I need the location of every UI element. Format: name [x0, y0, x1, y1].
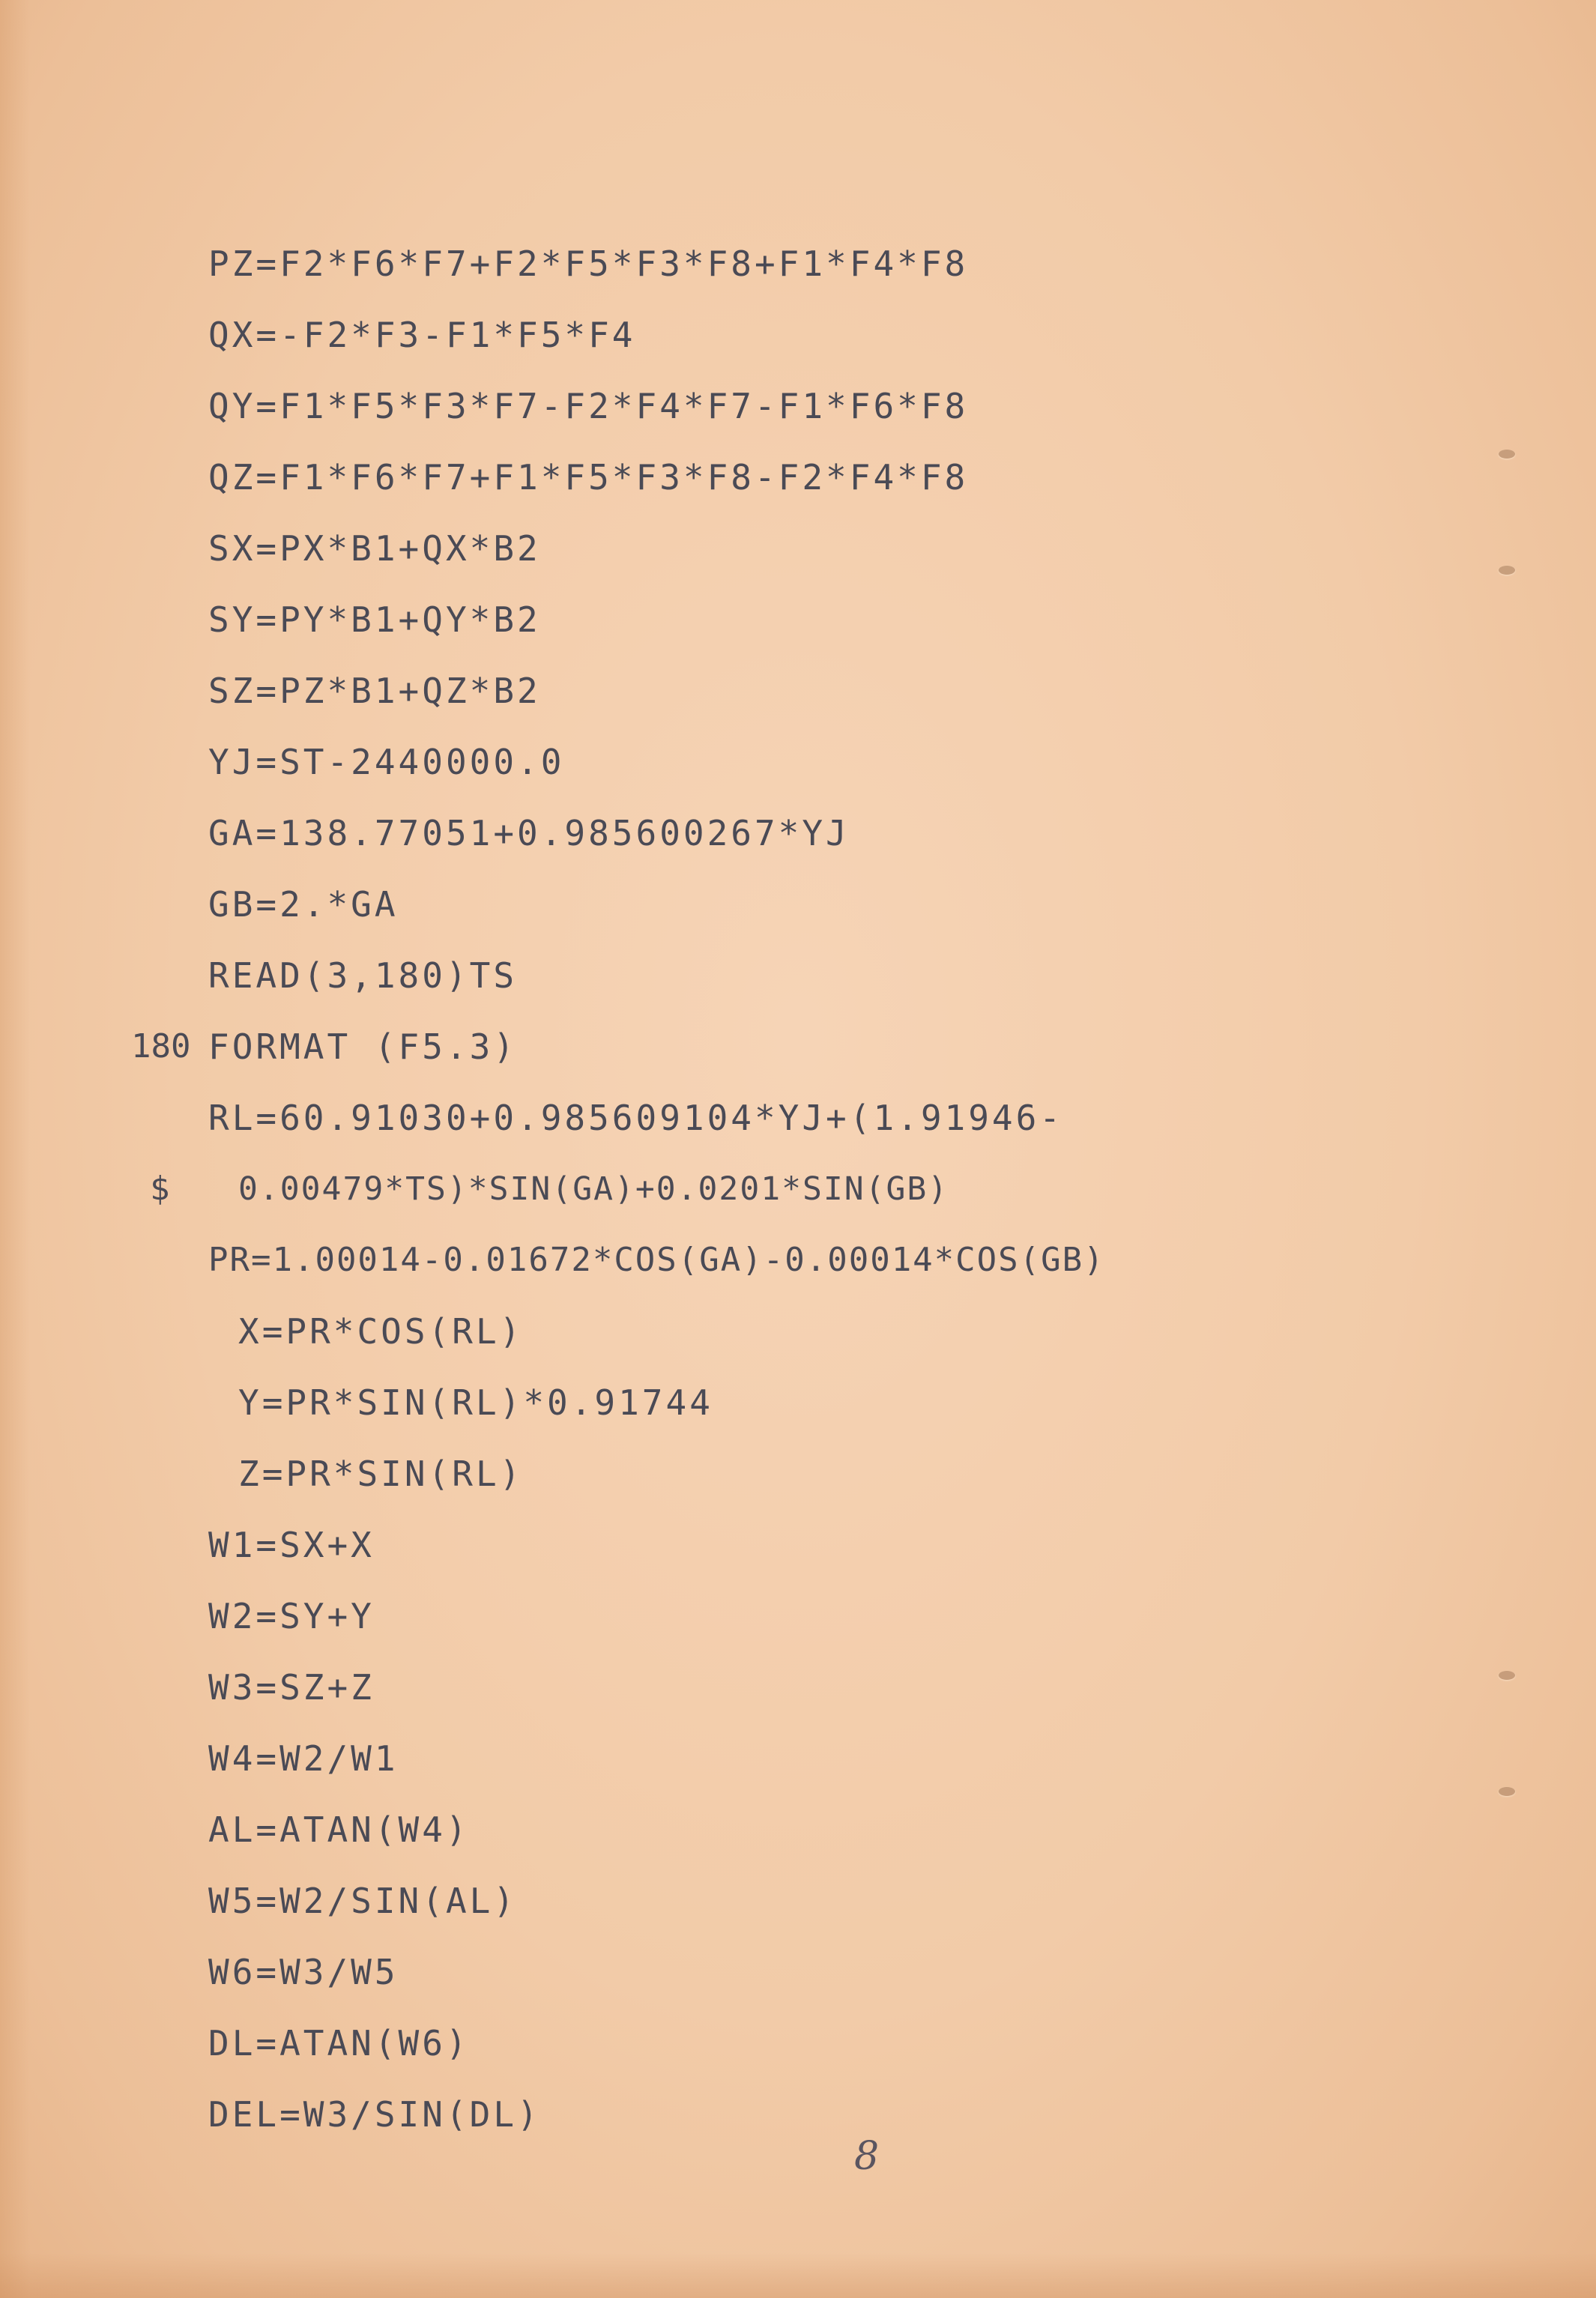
- page-bottom-shading: [0, 2253, 1596, 2298]
- page-edge-shading: [0, 0, 30, 2298]
- binder-hole-mark: [1499, 1787, 1515, 1796]
- code-line-rl-continued: 0.00479*TS)*SIN(GA)+0.0201*SIN(GB): [238, 1170, 949, 1208]
- code-line-qz: QZ=F1*F6*F7+F1*F5*F3*F8-F2*F4*F8: [208, 457, 969, 498]
- binder-hole-mark: [1499, 450, 1515, 459]
- code-line-w4: W4=W2/W1: [208, 1738, 399, 1779]
- code-line-dl: DL=ATAN(W6): [208, 2023, 470, 2063]
- code-line-w6: W6=W3/W5: [208, 1952, 399, 1992]
- code-line-al: AL=ATAN(W4): [208, 1809, 470, 1850]
- code-line-z: Z=PR*SIN(RL): [238, 1454, 524, 1494]
- code-line-gb: GB=2.*GA: [208, 884, 399, 925]
- code-line-del: DEL=W3/SIN(DL): [208, 2094, 541, 2135]
- code-line-yj: YJ=ST-2440000.0: [208, 742, 565, 782]
- continuation-mark: $: [150, 1170, 170, 1208]
- code-line-read: READ(3,180)TS: [208, 955, 518, 996]
- code-line-pr: PR=1.00014-0.01672*COS(GA)-0.00014*COS(GB): [208, 1241, 1105, 1279]
- code-line-y: Y=PR*SIN(RL)*0.91744: [238, 1382, 713, 1423]
- code-line-ga: GA=138.77051+0.985600267*YJ: [208, 813, 850, 853]
- code-line-qy: QY=F1*F5*F3*F7-F2*F4*F7-F1*F6*F8: [208, 386, 969, 426]
- code-line-w1: W1=SX+X: [208, 1525, 375, 1565]
- code-line-qx: QX=-F2*F3-F1*F5*F4: [208, 315, 636, 355]
- code-line-sy: SY=PY*B1+QY*B2: [208, 599, 541, 640]
- code-line-sz: SZ=PZ*B1+QZ*B2: [208, 671, 541, 711]
- code-line-sx: SX=PX*B1+QX*B2: [208, 528, 541, 569]
- code-line-pz: PZ=F2*F6*F7+F2*F5*F3*F8+F1*F4*F8: [208, 244, 969, 284]
- code-line-w5: W5=W2/SIN(AL): [208, 1881, 518, 1921]
- code-line-w2: W2=SY+Y: [208, 1596, 375, 1636]
- code-line-rl: RL=60.91030+0.985609104*YJ+(1.91946-: [208, 1098, 1063, 1138]
- code-line-format: FORMAT (F5.3): [208, 1026, 518, 1067]
- code-line-x: X=PR*COS(RL): [238, 1311, 524, 1352]
- statement-label: 180: [131, 1027, 191, 1065]
- code-line-w3: W3=SZ+Z: [208, 1667, 375, 1708]
- page-number: 8: [854, 2134, 880, 2179]
- binder-hole-mark: [1499, 1671, 1515, 1680]
- binder-hole-mark: [1499, 566, 1515, 575]
